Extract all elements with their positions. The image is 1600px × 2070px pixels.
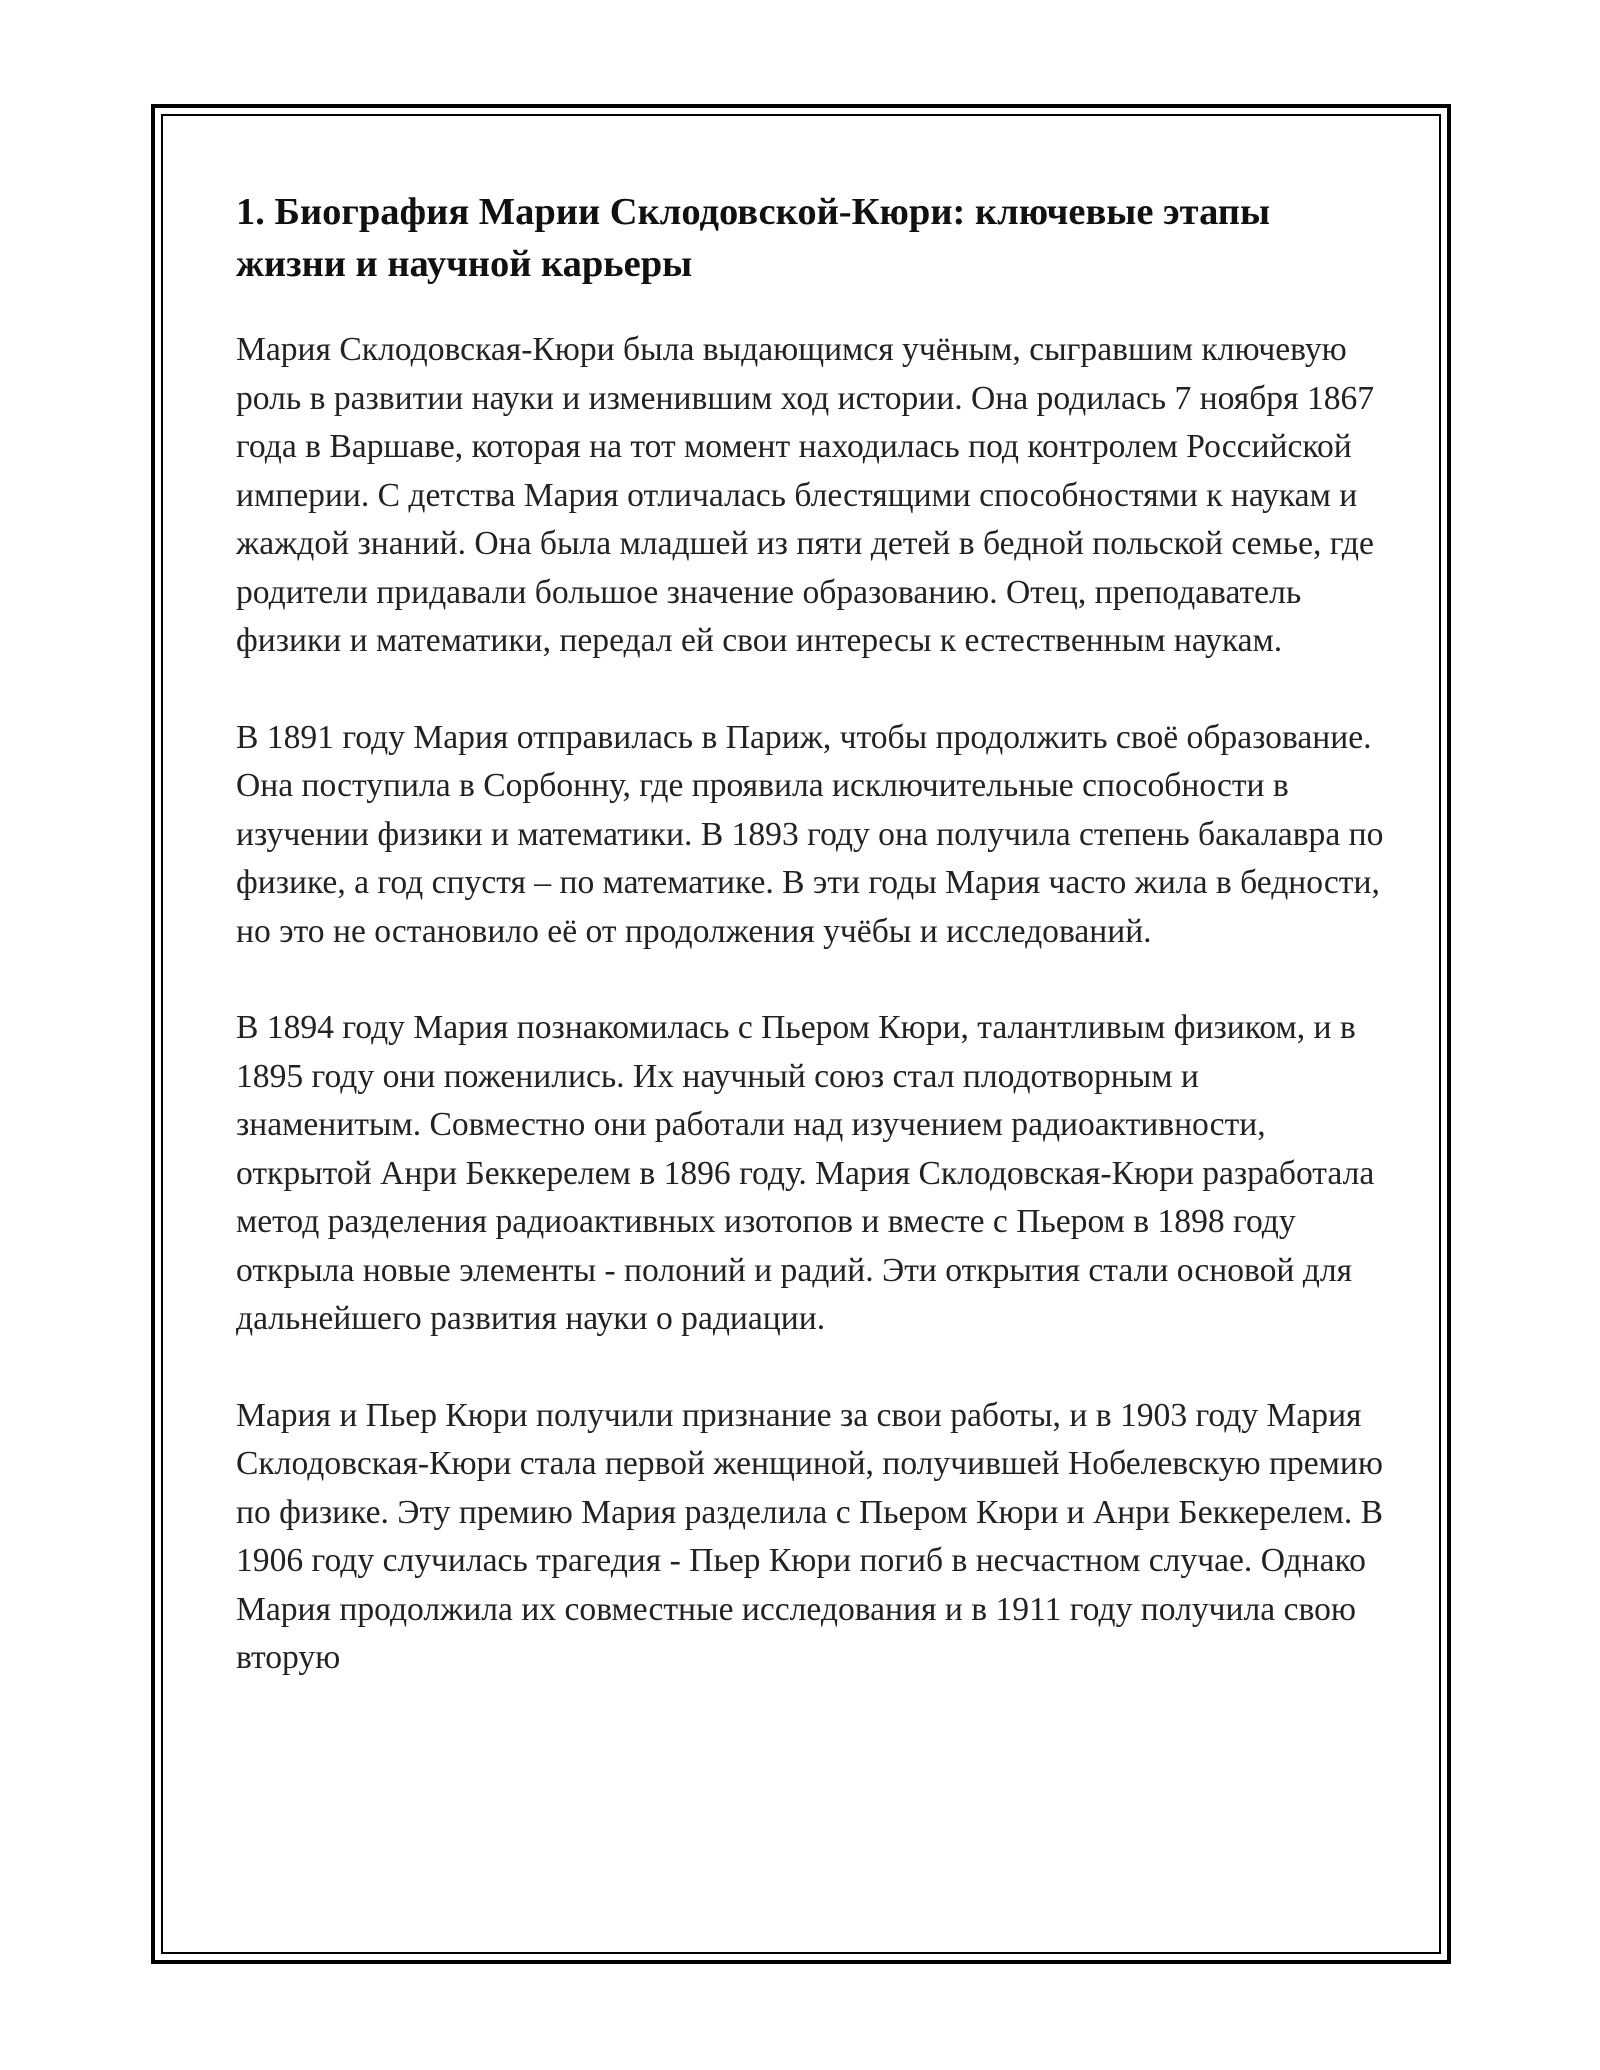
paragraph-nobel-prize: Мария и Пьер Кюри получили признание за свои работы, и в 1903 году Мария Склодовская-Кюри стала первой женщиной, получившей Нобелевскую премию по физике. Эту премию Мария разделила с Пьером Кюри и Анри Беккерелем. В 1906 году случилась трагедия - Пьер Кюри погиб в несчастном случае. Однако Мария продолжила их совместные исследования и в 1911 году получила свою вторую xyxy=(236,1396,1384,1676)
section-heading: 1. Биография Марии Склодовской-Кюри: ключевые этапы жизни и научной карьеры xyxy=(236,191,1271,285)
paragraph-paris-education: В 1891 году Мария отправилась в Париж, чтобы продолжить своё образование. Она поступила в Сорбонну, где проявила исключительные способности в изучении физики и математики. В 1893 году она получила степень бакалавра по физике, а год спустя – по математике. В эти годы Мария часто жила в бедности, но это не остановило её от продолжения учёбы и исследований. xyxy=(236,718,1384,950)
document-body xyxy=(236,186,1386,1683)
paragraph-early-life: Мария Склодовская-Кюри была выдающимся учёным, сыгравшим ключевую роль в развитии науки и изменившим ход истории. Она родилась 7 ноября 1867 года в Варшаве, которая на тот момент находилась под контролем Российской империи. С детства Мария отличалась блестящими способностями к наукам и жаждой знаний. Она была младшей из пяти детей в бедной польской семье, где родители придавали большое значение образованию. Отец, преподаватель физики и математики, передал ей свои интересы к естественным наукам. xyxy=(236,331,1375,659)
paragraph-pierre-curie: В 1894 году Мария познакомилась с Пьером Кюри, талантливым физиком, и в 1895 году они поженились. Их научный союз стал плодотворным и знаменитым. Совместно они работали над изучением радиоактивности, открытой Анри Беккерелем в 1896 году. Мария Склодовская-Кюри разработала метод разделения радиоактивных изотопов и вместе с Пьером в 1898 году открыла новые элементы - полоний и радий. Эти открытия стали основой для дальнейшего развития науки о радиации. xyxy=(236,1009,1375,1337)
